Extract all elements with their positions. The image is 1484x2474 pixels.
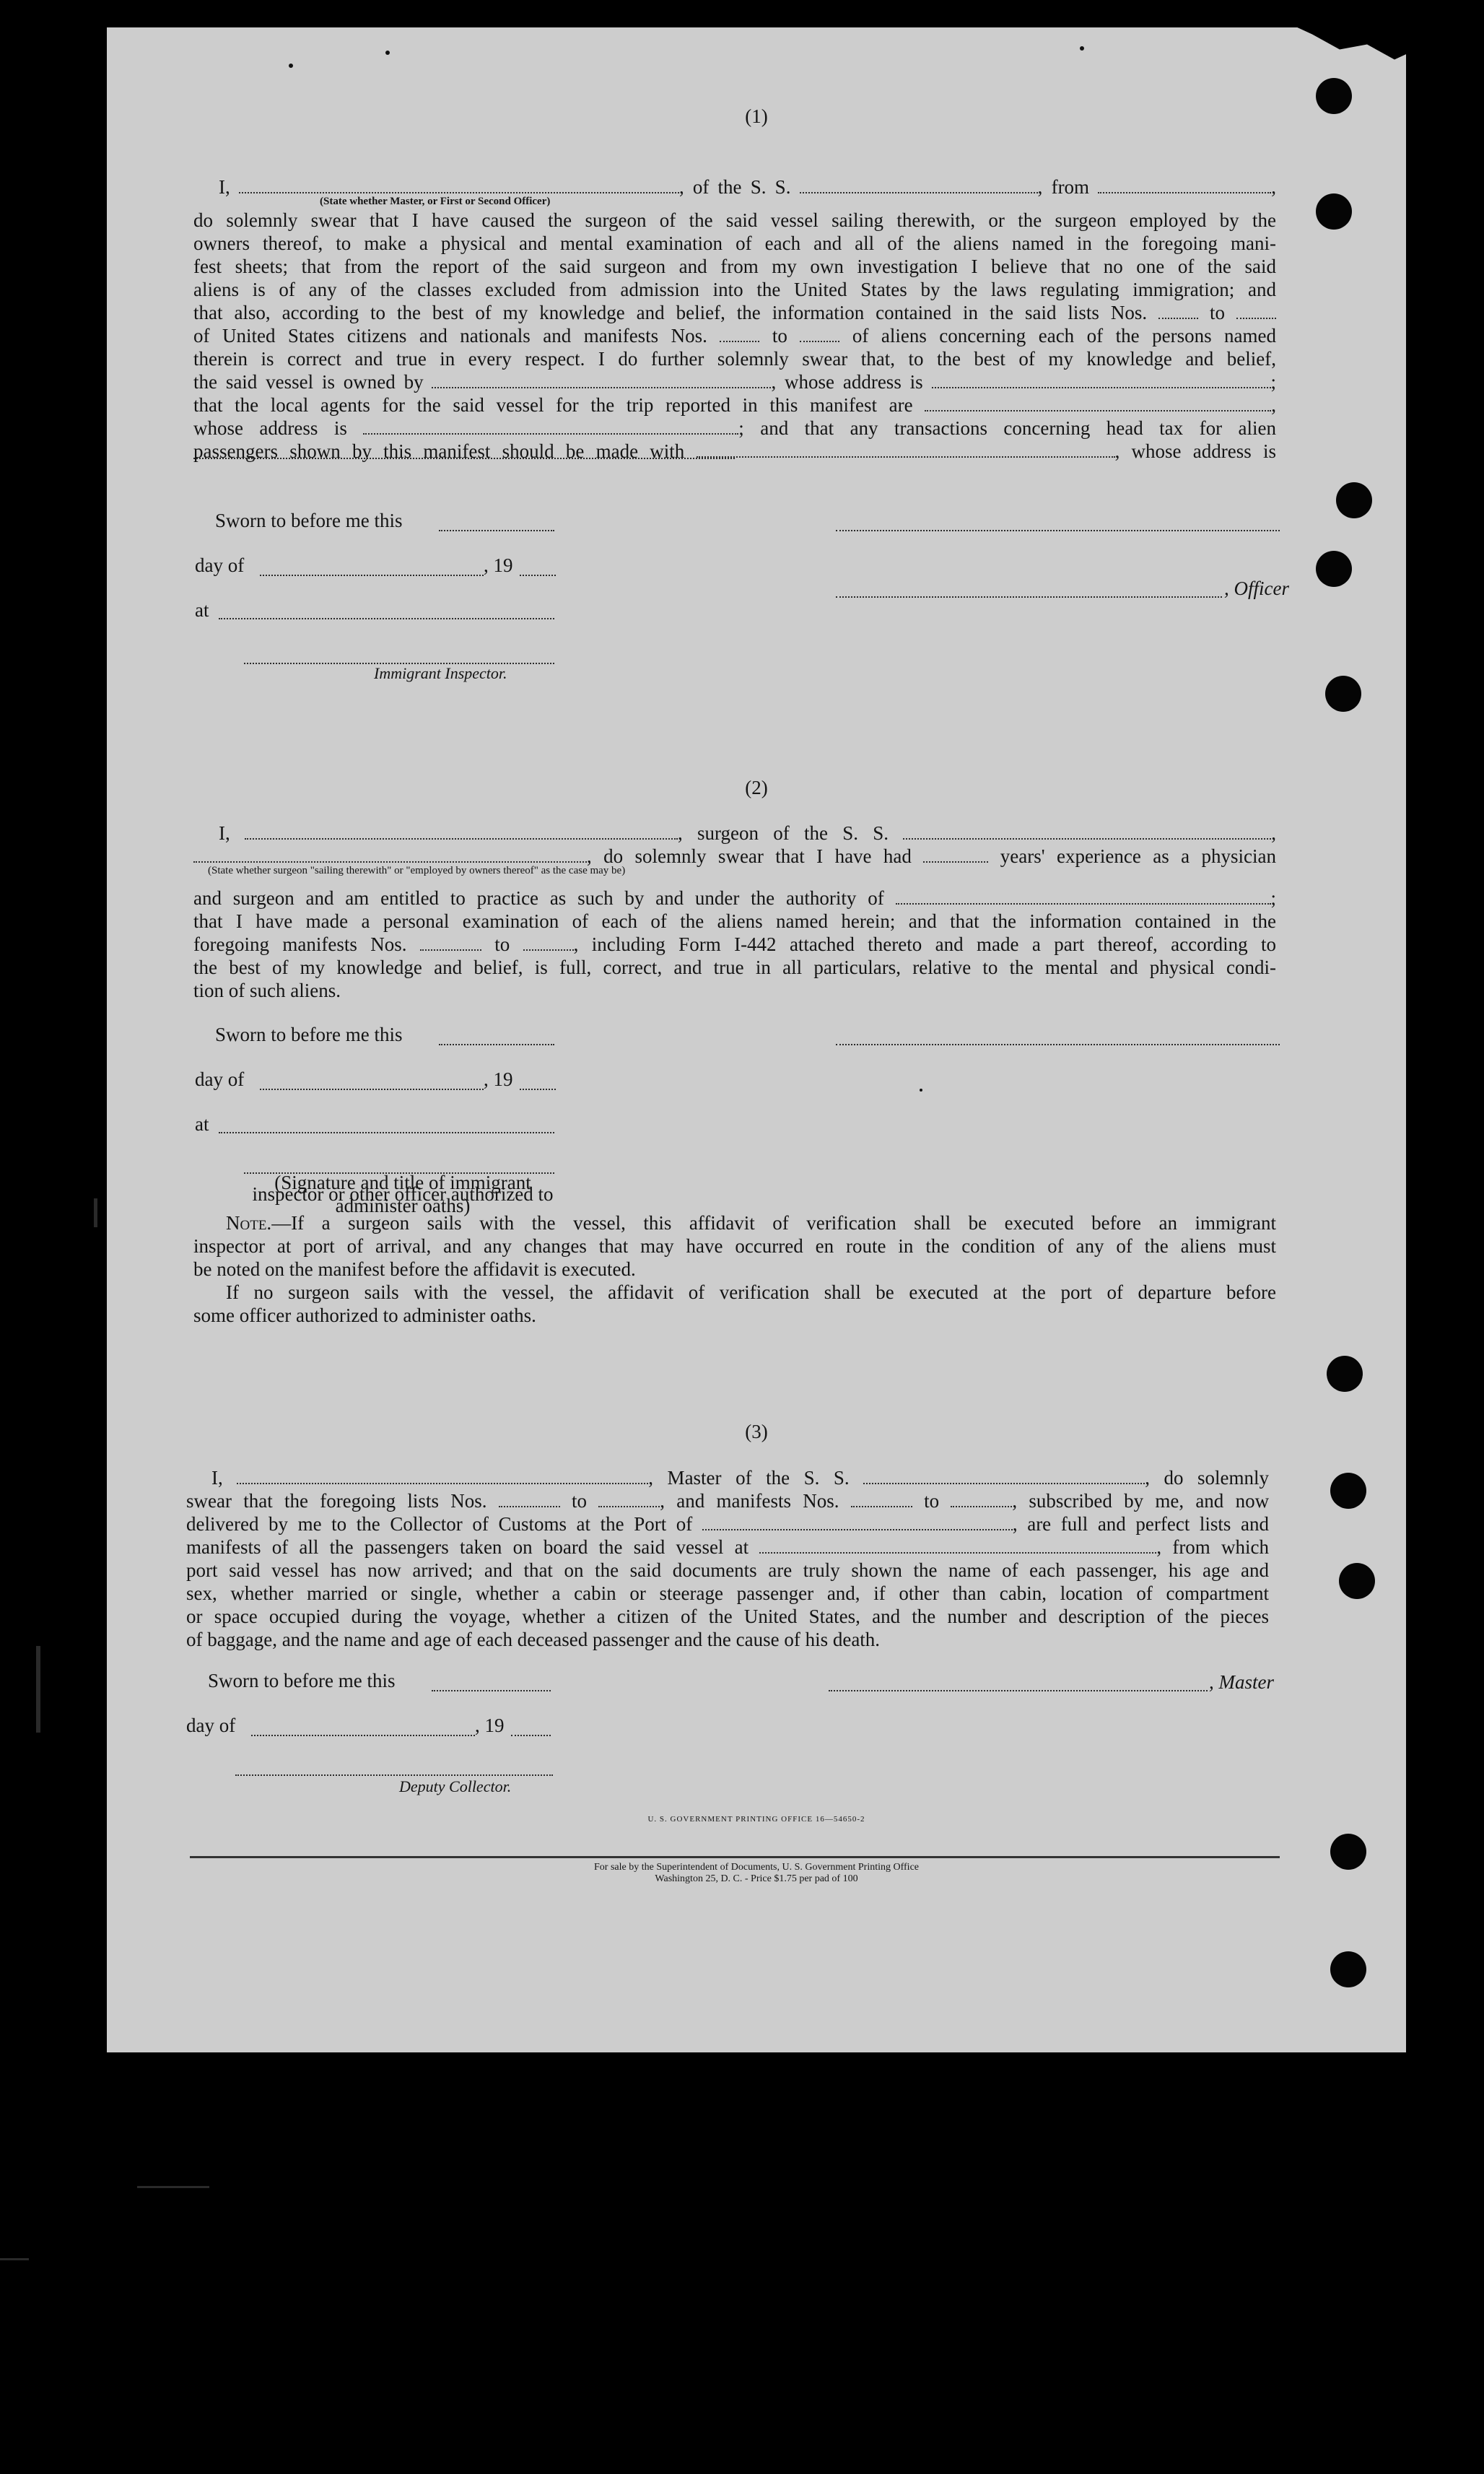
surgeon-state-note: (State whether surgeon "sailing therewith" or "employed by owners thereof" as the case may be) (208, 865, 626, 876)
from-label: , from (1037, 176, 1090, 198)
footer-line-2: Washington 25, D. C. - Price $1.75 per pad of 100 (655, 1873, 858, 1884)
whose-address-label: whose address is (193, 417, 347, 439)
section-1-number: (1) (745, 105, 768, 127)
punch-hole (1339, 1563, 1375, 1599)
condition-line: tion of such aliens. (193, 980, 341, 1001)
film-mark (94, 1198, 97, 1227)
head-tax-address-field[interactable] (193, 456, 735, 459)
transactions-text: ; and that any transactions concerning head tax for alien (738, 417, 1276, 439)
note-line-2: inspector at port of arrival, and any changes that may have occurred en route in the condition of any of the aliens must (193, 1235, 1276, 1257)
sworn-label-2: Sworn to before me this (215, 1024, 403, 1045)
sworn-date-field-1[interactable] (439, 528, 554, 531)
day-month-field-2[interactable] (260, 1087, 484, 1090)
film-mark (137, 2186, 209, 2188)
print-office-line: U. S. GOVERNMENT PRINTING OFFICE 16—54650-2 (647, 1815, 865, 1824)
ship-name-field[interactable] (800, 178, 1038, 193)
of-ss-label: , of the S. S. (678, 176, 791, 198)
section-2-number: (2) (745, 777, 768, 798)
whose-address-label: , whose address is (771, 371, 923, 393)
master-ship-field[interactable] (863, 1468, 1145, 1484)
foregoing-text: foregoing manifests Nos. (193, 933, 407, 955)
surgeon-of-label: , surgeon of the S. S. (678, 822, 889, 844)
affidavit-line-6 (193, 324, 1276, 347)
punch-hole (1330, 1473, 1366, 1509)
owned-by-label: the said vessel is owned by (193, 371, 424, 393)
year-field-1[interactable] (520, 573, 556, 576)
master-list-from-field[interactable] (499, 1491, 560, 1507)
subscribed-text: , subscribed by me, and now (1012, 1490, 1270, 1512)
master-of-label: , Master of the S. S. (648, 1467, 850, 1489)
affidavit-line-5 (193, 301, 1276, 324)
year-field-3[interactable] (511, 1733, 551, 1736)
list-no-to-field[interactable] (1236, 303, 1276, 319)
scan-speck (289, 64, 293, 68)
section-3-line-7: or space occupied during the voyage, whether a citizen of the United States, and the number and description of the pieces (186, 1606, 1269, 1627)
section-3-text (186, 1466, 1269, 1651)
at-place-field-1[interactable] (219, 617, 554, 619)
punch-hole (1316, 551, 1352, 587)
passengers-line (193, 440, 1276, 463)
note-line-3: be noted on the manifest before the affidavit is executed. (193, 1258, 636, 1280)
film-mark (0, 2258, 29, 2260)
note-line-1 (193, 1211, 1276, 1234)
sworn-date-field-3[interactable] (432, 1689, 551, 1691)
affidavit-line-3: fest sheets; that from the report of the said surgeon and from my own investigation I believe that no one of the said (193, 256, 1276, 277)
note2-line-1: If no surgeon sails with the vessel, the affidavit of verification shall be executed at the port of departure before (226, 1281, 1276, 1303)
to-label: to (572, 1490, 588, 1512)
authority-text: and surgeon and am entitled to practice as such by and under the authority of (193, 887, 884, 909)
section-3-line-6: sex, whether married or single, whether a cabin or steerage passenger and, if other than cabin, location of compartment (186, 1582, 1269, 1604)
manifests-of-text: manifests of all the passengers taken on board the said vessel at (186, 1536, 749, 1558)
whose-address-label: , whose address is (1114, 440, 1276, 462)
at-label-2: at (195, 1113, 209, 1135)
comma: , (1271, 394, 1277, 416)
master-manifest-from-field[interactable] (851, 1491, 912, 1507)
surgeon-status-field[interactable] (193, 847, 587, 863)
day-of-label-3: day of (186, 1715, 236, 1736)
note-text-1: —If a surgeon sails with the vessel, this affidavit of verification shall be executed before an immigrant (271, 1212, 1276, 1234)
delivered-text: delivered by me to the Collector of Customs at the Port of (186, 1513, 693, 1535)
comma: , (1271, 822, 1276, 844)
lists-text: that also, according to the best of my knowledge and belief, the information contained in the said lists Nos. (193, 302, 1148, 323)
sworn-label-1: Sworn to before me this (215, 510, 403, 531)
master-signature-field[interactable] (829, 1689, 1208, 1691)
punch-hole (1316, 78, 1352, 114)
semicolon: ; (1270, 371, 1277, 393)
affidavit-line-4: aliens is of any of the classes excluded from admission into the United States by the laws regulating immigration; and (193, 279, 1276, 300)
officer-label: , Officer (1224, 578, 1289, 599)
punch-hole (1330, 1834, 1366, 1870)
punch-hole (1336, 482, 1372, 518)
deputy-label: Deputy Collector. (399, 1777, 512, 1795)
manifests-of-line (186, 1536, 1269, 1559)
owner-field[interactable] (432, 373, 771, 388)
full-lists-text: , are full and perfect lists and (1012, 1513, 1269, 1535)
from-which-text: , from which (1156, 1536, 1270, 1558)
day-of-label-1: day of (195, 554, 245, 576)
year-label-2: , 19 (484, 1068, 513, 1090)
manifests-text: of United States citizens and nationals and manifests Nos. (193, 325, 707, 347)
inspector-label: Immigrant Inspector. (374, 664, 507, 682)
footer-rule (190, 1856, 1280, 1858)
local-agents-field[interactable] (925, 396, 1271, 411)
agent-address-field[interactable] (363, 419, 738, 435)
to-label: to (494, 933, 510, 955)
scan-speck (920, 1089, 922, 1092)
officer-name-field[interactable] (239, 178, 679, 193)
delivered-line (186, 1512, 1269, 1536)
punch-hole (1316, 193, 1352, 230)
surgeon-signature-field[interactable] (836, 1042, 1280, 1045)
swear-text: swear that the foregoing lists Nos. (186, 1490, 487, 1512)
note-block (193, 1211, 1276, 1327)
master-list-to-field[interactable] (598, 1491, 660, 1507)
i-label: I, (219, 176, 230, 198)
to-label: to (1210, 302, 1226, 323)
affidavit-line-7: therein is correct and true in every respect. I do further solemnly swear that, to the best of my knowledge and belief, (193, 348, 1276, 370)
surgeon-ship-field[interactable] (903, 824, 1271, 840)
local-agents-label: that the local agents for the said vessel for the trip reported in this manifest are (193, 394, 913, 416)
punch-hole (1325, 676, 1361, 712)
years-text: years' experience as a physician (1000, 845, 1277, 867)
surgeon-manifest-to-field[interactable] (523, 935, 574, 951)
section-3-number: (3) (745, 1421, 768, 1442)
day-month-field-1[interactable] (260, 573, 484, 576)
from-port-field[interactable] (1098, 178, 1271, 193)
punch-hole (1327, 1356, 1363, 1392)
master-manifest-to-field[interactable] (951, 1491, 1012, 1507)
authority-line (193, 887, 1276, 910)
lists-line (186, 1489, 1269, 1512)
note-label: Note. (226, 1212, 272, 1234)
head-tax-agent-field[interactable] (697, 442, 1115, 458)
to-label: to (772, 325, 787, 347)
at-place-field-2[interactable] (219, 1131, 554, 1133)
owner-address-field[interactable] (932, 373, 1271, 388)
owned-by-line (193, 370, 1276, 393)
sworn-label-3: Sworn to before me this (208, 1670, 396, 1691)
local-agents-line (193, 393, 1276, 417)
foregoing-line (193, 933, 1276, 956)
signature-note: (Signature and title of immigrant inspector or other officer authorized to administer oaths) (252, 1172, 554, 1216)
deputy-signature-field[interactable] (235, 1773, 553, 1776)
note2-line-2: some officer authorized to administer oaths. (193, 1304, 536, 1326)
list-no-from-field[interactable] (1158, 303, 1198, 319)
solemnly-text: , do solemnly swear that I have had (587, 845, 912, 867)
port-field[interactable] (702, 1515, 1013, 1530)
surgeon-name-field[interactable] (245, 824, 678, 840)
surgeon-manifest-from-field[interactable] (420, 935, 481, 951)
scan-speck (385, 51, 390, 55)
year-label-3: , 19 (475, 1715, 505, 1736)
comma: , (1271, 176, 1276, 198)
day-of-label-2: day of (195, 1068, 245, 1090)
film-mark (36, 1646, 40, 1733)
to-label: to (924, 1490, 940, 1512)
i-label: I, (219, 822, 230, 844)
day-month-field-3[interactable] (251, 1733, 475, 1736)
aliens-text: of aliens concerning each of the persons named (852, 325, 1277, 347)
officer-signature-field[interactable] (836, 528, 1280, 531)
section-1-text (193, 175, 1276, 463)
affidavit-line-1: do solemnly swear that I have caused the surgeon of the said vessel sailing therewith, or the surgeon employed by the (193, 209, 1276, 231)
knowledge-line: the best of my knowledge and belief, is full, correct, and true in all particulars, relative to the mental and physical condi- (193, 957, 1276, 978)
agent-address-line (193, 417, 1276, 440)
manifest-no-from-field[interactable] (720, 326, 759, 342)
embarkation-port-field[interactable] (759, 1538, 1156, 1554)
semicolon: ; (1270, 887, 1277, 909)
including-text: , including Form I-442 attached thereto and made a part thereof, according to (573, 933, 1277, 955)
and-manifests-label: , and manifests Nos. (660, 1490, 839, 1512)
officer-title-field[interactable] (836, 595, 1222, 598)
master-label: , Master (1209, 1671, 1274, 1693)
section-3-line-8: of baggage, and the name and age of each deceased passenger and the cause of his death. (186, 1629, 881, 1650)
i-label: I, (211, 1467, 223, 1489)
years-experience-field[interactable] (923, 847, 988, 863)
surgeon-line (193, 822, 1276, 845)
authority-field[interactable] (896, 889, 1271, 905)
passengers-text: passengers shown by this manifest should be made with (193, 440, 685, 462)
state-note: (State whether Master, or First or Second Officer) (320, 196, 551, 207)
section-2-text (193, 822, 1276, 1002)
master-line (186, 1466, 1269, 1489)
section-3-line-5: port said vessel has now arrived; and that on the said documents are truly shown the name of each passenger, his age and (186, 1559, 1269, 1581)
sworn-date-field-2[interactable] (439, 1042, 554, 1045)
punch-hole (1330, 1951, 1366, 1987)
master-name-field[interactable] (237, 1468, 648, 1484)
form-page (107, 27, 1406, 2052)
footer-line-1: For sale by the Superintendent of Documents, U. S. Government Printing Office (594, 1862, 919, 1873)
scan-speck (1080, 46, 1084, 51)
manifest-no-to-field[interactable] (800, 326, 839, 342)
year-label-1: , 19 (484, 554, 513, 576)
affidavit-line-2: owners thereof, to make a physical and mental examination of each and all of the aliens named in the foregoing mani- (193, 232, 1276, 254)
examination-line: that I have made a personal examination of each of the aliens named herein; and that the information contained in the (193, 910, 1276, 932)
at-label-1: at (195, 599, 209, 621)
do-solemnly-label: , do solemnly (1145, 1467, 1270, 1489)
year-field-2[interactable] (520, 1087, 556, 1090)
